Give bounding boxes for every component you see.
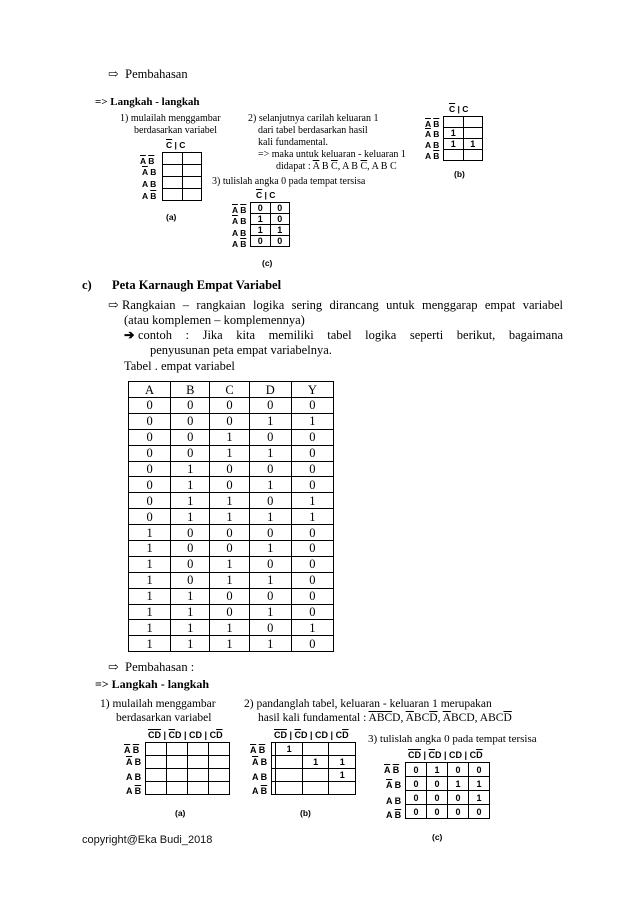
table-row xyxy=(129,588,334,604)
top-step1-line2: berdasarkan variabel xyxy=(134,125,218,136)
top-a-row4: A $\overline{B}$ xyxy=(142,191,157,201)
term2: A B $\overline{C}$, xyxy=(342,161,370,172)
table-cell: 1 xyxy=(249,636,291,652)
kmap-cell xyxy=(276,756,303,769)
table-cell: 0 xyxy=(249,525,291,541)
table-cell: 0 xyxy=(210,588,249,604)
top-c-cell: 0 xyxy=(270,236,290,247)
bottom-a-row2: $\overline{A}$ B xyxy=(126,757,142,767)
table-cell: 1 xyxy=(129,541,171,557)
table-cell: 0 xyxy=(291,525,333,541)
kmap-cell: 1 xyxy=(276,743,303,756)
table-caption: Tabel . empat variabel xyxy=(124,359,235,373)
table-cell: 1 xyxy=(210,636,249,652)
table-cell: 0 xyxy=(129,461,171,477)
table-cell: 1 xyxy=(210,509,249,525)
table-cell: 0 xyxy=(171,525,210,541)
pembahasan-bottom-label: Pembahasan : xyxy=(125,660,195,674)
top-c-col-labels: $\overline{C}$ | C xyxy=(256,190,276,200)
kmap-cell: 0 xyxy=(427,805,448,819)
top-c-cell: 0 xyxy=(251,236,271,247)
table-row xyxy=(129,493,334,509)
top-a-grid xyxy=(162,152,202,201)
kmap-cell: 1 xyxy=(427,763,448,777)
bottom-c-row3: A B xyxy=(386,796,402,806)
pembahasan-bottom xyxy=(108,659,194,675)
bottom-c-row1: $\overline{A}$ $\overline{B}$ xyxy=(384,765,400,775)
table-cell: 0 xyxy=(249,429,291,445)
pembahasan-label: Pembahasan xyxy=(125,67,188,81)
table-cell: 1 xyxy=(129,572,171,588)
table-cell: 1 xyxy=(249,604,291,620)
kmap-cell xyxy=(302,769,329,782)
top-b-cell: 1 xyxy=(463,139,483,150)
bottom-c-row4: A $\overline{B}$ xyxy=(386,810,402,820)
table-cell: 0 xyxy=(171,556,210,572)
table-row xyxy=(129,477,334,493)
table-cell: 0 xyxy=(171,445,210,461)
kmap-cell: 0 xyxy=(427,777,448,791)
table-row xyxy=(129,398,334,414)
table-cell: 1 xyxy=(210,620,249,636)
table-cell: 1 xyxy=(249,541,291,557)
table-cell: 0 xyxy=(249,493,291,509)
table-cell: 1 xyxy=(291,493,333,509)
kmap-cell: 1 xyxy=(469,777,490,791)
table-row xyxy=(129,509,334,525)
table-cell: 1 xyxy=(129,636,171,652)
bottom-step1-line1: 1) mulailah menggambar xyxy=(100,698,216,710)
table-cell: 0 xyxy=(129,477,171,493)
table-cell: 0 xyxy=(291,477,333,493)
top-step1-line1: 1) mulailah menggambar xyxy=(120,113,221,124)
kmap-cell xyxy=(276,769,303,782)
table-cell: 0 xyxy=(129,445,171,461)
top-b-cell xyxy=(463,150,483,161)
table-cell: 1 xyxy=(129,525,171,541)
section-c-title: Peta Karnaugh Empat Variabel xyxy=(111,278,282,292)
table-cell: 1 xyxy=(171,493,210,509)
pembahasan-top xyxy=(108,66,188,82)
section-c-para1 xyxy=(108,298,563,328)
term-b: $\overline{A}BC\overline{D}$, xyxy=(405,712,441,724)
table-cell: 1 xyxy=(210,445,249,461)
top-a-row2: $\overline{A}$ B xyxy=(142,167,157,177)
table-cell: 1 xyxy=(171,604,210,620)
table-row xyxy=(129,461,334,477)
top-c-row1: $\overline{A}$ $\overline{B}$ xyxy=(232,205,247,215)
kmap-cell xyxy=(276,782,303,795)
table-row xyxy=(129,604,334,620)
solid-arrow-icon: ➔ xyxy=(124,328,135,342)
table-cell: 0 xyxy=(129,429,171,445)
table-row xyxy=(129,572,334,588)
table-cell: 0 xyxy=(210,413,249,429)
bottom-b-row3: A B xyxy=(252,772,268,782)
bottom-c-row2: $\overline{A}$ B xyxy=(386,780,402,790)
kmap-cell xyxy=(329,743,356,756)
table-row xyxy=(129,429,334,445)
bottom-step2-line1: 2) pandanglah tabel, keluaran - keluaran 1 merupakan xyxy=(244,698,492,710)
table-cell: 0 xyxy=(291,461,333,477)
top-step2-line3: kali fundamental. xyxy=(258,137,328,148)
bottom-b-row2: $\overline{A}$ B xyxy=(252,757,268,767)
top-c-cell: 1 xyxy=(251,225,271,236)
table-cell: 1 xyxy=(171,477,210,493)
bottom-c-col-labels: $\overline{C}\overline{D}$ | $\overline{C}D$ | CD | $C\overline{D}$ xyxy=(408,750,483,760)
bottom-c-caption: (c) xyxy=(432,832,443,842)
kmap-cell: 0 xyxy=(406,763,427,777)
kmap-cell: 0 xyxy=(406,805,427,819)
table-cell: 1 xyxy=(171,620,210,636)
top-c-cell: 0 xyxy=(251,203,271,214)
bottom-step1 xyxy=(100,697,216,725)
kmap-cell: 0 xyxy=(469,763,490,777)
table-cell: 1 xyxy=(291,620,333,636)
top-b-cell: 1 xyxy=(444,139,464,150)
top-step2-line4: => maka untuk keluaran - keluaran 1 xyxy=(258,149,406,160)
top-c-row2: $\overline{A}$ B xyxy=(232,216,247,226)
table-cell: 0 xyxy=(291,398,333,414)
table-cell: 1 xyxy=(129,604,171,620)
kmap-cell: 0 xyxy=(427,791,448,805)
table-row xyxy=(129,445,334,461)
table-cell: 0 xyxy=(210,461,249,477)
table-cell: 0 xyxy=(249,556,291,572)
truth-table xyxy=(128,381,334,652)
top-a-caption: (a) xyxy=(166,212,177,222)
table-cell: 0 xyxy=(291,572,333,588)
footer-copyright: copyright@Eka Budi_2018 xyxy=(82,834,213,846)
hollow-arrow-icon: ⇨ xyxy=(108,298,119,312)
top-c-grid xyxy=(250,202,290,247)
table-cell: 0 xyxy=(210,525,249,541)
hollow-arrow-icon: ⇨ xyxy=(108,67,119,81)
term-c: $\overline{A}BCD$, xyxy=(442,712,478,724)
section-c-label: c) xyxy=(82,278,92,292)
bottom-step3: 3) tulislah angka 0 pada tempat tersisa xyxy=(368,733,537,745)
top-b-row1: $\overline{A}$ $\overline{B}$ xyxy=(425,119,440,129)
table-row xyxy=(129,413,334,429)
bottom-a-grid xyxy=(145,742,230,795)
table-cell: 1 xyxy=(291,509,333,525)
top-b-row3: A B xyxy=(425,140,440,150)
para2-line1: contoh : Jika kita memiliki tabel logika seperti berikut, bagaimana xyxy=(138,328,563,342)
table-cell: 1 xyxy=(129,556,171,572)
table-header-cell: A xyxy=(129,382,171,398)
kmap-cell: 0 xyxy=(406,791,427,805)
top-a-row3: A B xyxy=(142,179,157,189)
bottom-a-col-labels: $\overline{C}\overline{D}$ | $\overline{C}D$ | CD | $C\overline{D}$ xyxy=(148,730,223,740)
top-step2-line5 xyxy=(248,161,406,173)
didapat-label: didapat : xyxy=(276,161,311,172)
table-cell: 1 xyxy=(171,588,210,604)
top-step3: 3) tulislah angka 0 pada tempat tersisa xyxy=(212,176,366,187)
table-cell: 0 xyxy=(171,572,210,588)
table-row xyxy=(129,525,334,541)
term1: $\overline{A}$ B $\overline{C}$, xyxy=(312,161,341,172)
table-cell: 1 xyxy=(171,461,210,477)
kmap-cell: 0 xyxy=(448,805,469,819)
top-b-cell: 1 xyxy=(444,128,464,139)
table-cell: 1 xyxy=(210,556,249,572)
table-cell: 0 xyxy=(210,477,249,493)
hollow-arrow-icon: ⇨ xyxy=(108,660,119,674)
kmap-cell: 0 xyxy=(448,763,469,777)
table-cell: 0 xyxy=(171,398,210,414)
kmap-cell: 1 xyxy=(329,756,356,769)
table-cell: 0 xyxy=(129,509,171,525)
table-cell: 0 xyxy=(210,604,249,620)
bottom-step2 xyxy=(244,697,512,725)
section-c-heading xyxy=(82,278,281,293)
table-cell: 0 xyxy=(171,429,210,445)
kmap-cell: 0 xyxy=(406,777,427,791)
top-b-cell xyxy=(463,128,483,139)
top-c-row4: A $\overline{B}$ xyxy=(232,239,247,249)
bottom-b-grid xyxy=(271,742,356,795)
para1-line1: Rangkaian – rangkaian logika sering dirancang untuk menggarap empat variabel xyxy=(122,298,563,312)
top-step1 xyxy=(120,113,221,137)
table-cell: 0 xyxy=(249,620,291,636)
langkah-bottom: => Langkah - langkah xyxy=(95,677,210,691)
table-cell: 1 xyxy=(249,477,291,493)
table-cell: 0 xyxy=(249,398,291,414)
table-cell: 1 xyxy=(249,445,291,461)
top-c-cell: 0 xyxy=(270,214,290,225)
top-b-grid xyxy=(443,116,483,161)
para2-line2: penyusunan peta empat variabelnya. xyxy=(150,343,332,357)
table-cell: 1 xyxy=(129,620,171,636)
table-cell: 1 xyxy=(210,429,249,445)
bottom-a-row3: A B xyxy=(126,772,142,782)
table-header-cell: D xyxy=(249,382,291,398)
table-header-cell: C xyxy=(210,382,249,398)
top-b-row2: $\overline{A}$ B xyxy=(425,129,440,139)
table-cell: 0 xyxy=(291,588,333,604)
top-b-cell xyxy=(444,117,464,128)
table-cell: 0 xyxy=(291,445,333,461)
table-cell: 1 xyxy=(210,572,249,588)
table-cell: 0 xyxy=(291,636,333,652)
top-a-col-labels: $\overline{C}$ | C xyxy=(166,140,186,150)
top-c-row3: A B xyxy=(232,228,247,238)
table-cell: 1 xyxy=(171,509,210,525)
table-row xyxy=(129,556,334,572)
table-cell: 1 xyxy=(129,588,171,604)
table-cell: 0 xyxy=(171,413,210,429)
bottom-a-caption: (a) xyxy=(175,808,186,818)
bottom-b-row4: A $\overline{B}$ xyxy=(252,786,268,796)
langkah-top: => Langkah - langkah xyxy=(95,96,200,108)
top-c-cell: 1 xyxy=(251,214,271,225)
bottom-a-row1: $\overline{A}$ $\overline{B}$ xyxy=(124,745,140,755)
table-cell: 0 xyxy=(291,429,333,445)
kmap-cell: 1 xyxy=(448,777,469,791)
table-row xyxy=(129,636,334,652)
bottom-a-row4: A $\overline{B}$ xyxy=(126,786,142,796)
bottom-b-col-labels: $\overline{C}\overline{D}$ | $\overline{C}D$ | CD | $C\overline{D}$ xyxy=(274,730,349,740)
table-header-cell: Y xyxy=(291,382,333,398)
table-row xyxy=(129,541,334,557)
section-c-para2 xyxy=(124,328,563,358)
table-cell: 0 xyxy=(249,461,291,477)
table-cell: 0 xyxy=(210,541,249,557)
top-step2-line2: dari tabel berdasarkan hasil xyxy=(258,125,368,136)
table-row xyxy=(129,620,334,636)
table-cell: 0 xyxy=(129,413,171,429)
bottom-step1-line2: berdasarkan variabel xyxy=(116,712,212,724)
kmap-cell xyxy=(302,782,329,795)
table-cell: 1 xyxy=(210,493,249,509)
table-cell: 1 xyxy=(249,509,291,525)
top-b-row4: A $\overline{B}$ xyxy=(425,151,440,161)
table-header-cell: B xyxy=(171,382,210,398)
kmap-cell: 1 xyxy=(302,756,329,769)
kmap-cell xyxy=(329,782,356,795)
top-c-cell: 1 xyxy=(270,225,290,236)
table-cell: 1 xyxy=(291,413,333,429)
table-cell: 0 xyxy=(291,604,333,620)
table-cell: 0 xyxy=(291,556,333,572)
top-step2-line1: 2) selanjutnya carilah keluaran 1 xyxy=(248,113,379,124)
top-b-cell xyxy=(463,117,483,128)
term3: A B C xyxy=(371,161,397,172)
bottom-b-row1: $\overline{A}$ $\overline{B}$ xyxy=(250,745,266,755)
kmap-cell: 0 xyxy=(469,805,490,819)
top-c-caption: (c) xyxy=(262,258,273,268)
top-c-cell: 0 xyxy=(270,203,290,214)
top-step2 xyxy=(248,113,406,173)
top-b-col-labels: $\overline{C}$ | C xyxy=(449,104,469,114)
table-cell: 0 xyxy=(291,541,333,557)
bottom-b-caption: (b) xyxy=(300,808,311,818)
top-a-row1: $\overline{A}$ $\overline{B}$ xyxy=(140,156,155,166)
table-cell: 1 xyxy=(171,636,210,652)
kmap-cell: 1 xyxy=(469,791,490,805)
table-cell: 0 xyxy=(129,398,171,414)
para1-line2: (atau komplemen – komplemennya) xyxy=(124,313,305,327)
kmap-cell xyxy=(302,743,329,756)
bottom-c-grid xyxy=(405,762,490,819)
table-cell: 1 xyxy=(249,572,291,588)
table-cell: 0 xyxy=(210,398,249,414)
table-cell: 0 xyxy=(249,588,291,604)
table-cell: 0 xyxy=(129,493,171,509)
top-b-caption: (b) xyxy=(454,169,465,179)
bottom-step2-line2 xyxy=(244,711,512,725)
table-cell: 0 xyxy=(171,541,210,557)
fundamental-label: hasil kali fundamental : xyxy=(258,712,367,724)
kmap-cell: 1 xyxy=(329,769,356,782)
term-d: $ABC\overline{D}$ xyxy=(479,712,512,724)
top-b-cell xyxy=(444,150,464,161)
table-cell: 1 xyxy=(249,413,291,429)
term-a: $\overline{A}\overline{B}\overline{C}D$, xyxy=(368,712,404,724)
kmap-cell: 0 xyxy=(448,791,469,805)
